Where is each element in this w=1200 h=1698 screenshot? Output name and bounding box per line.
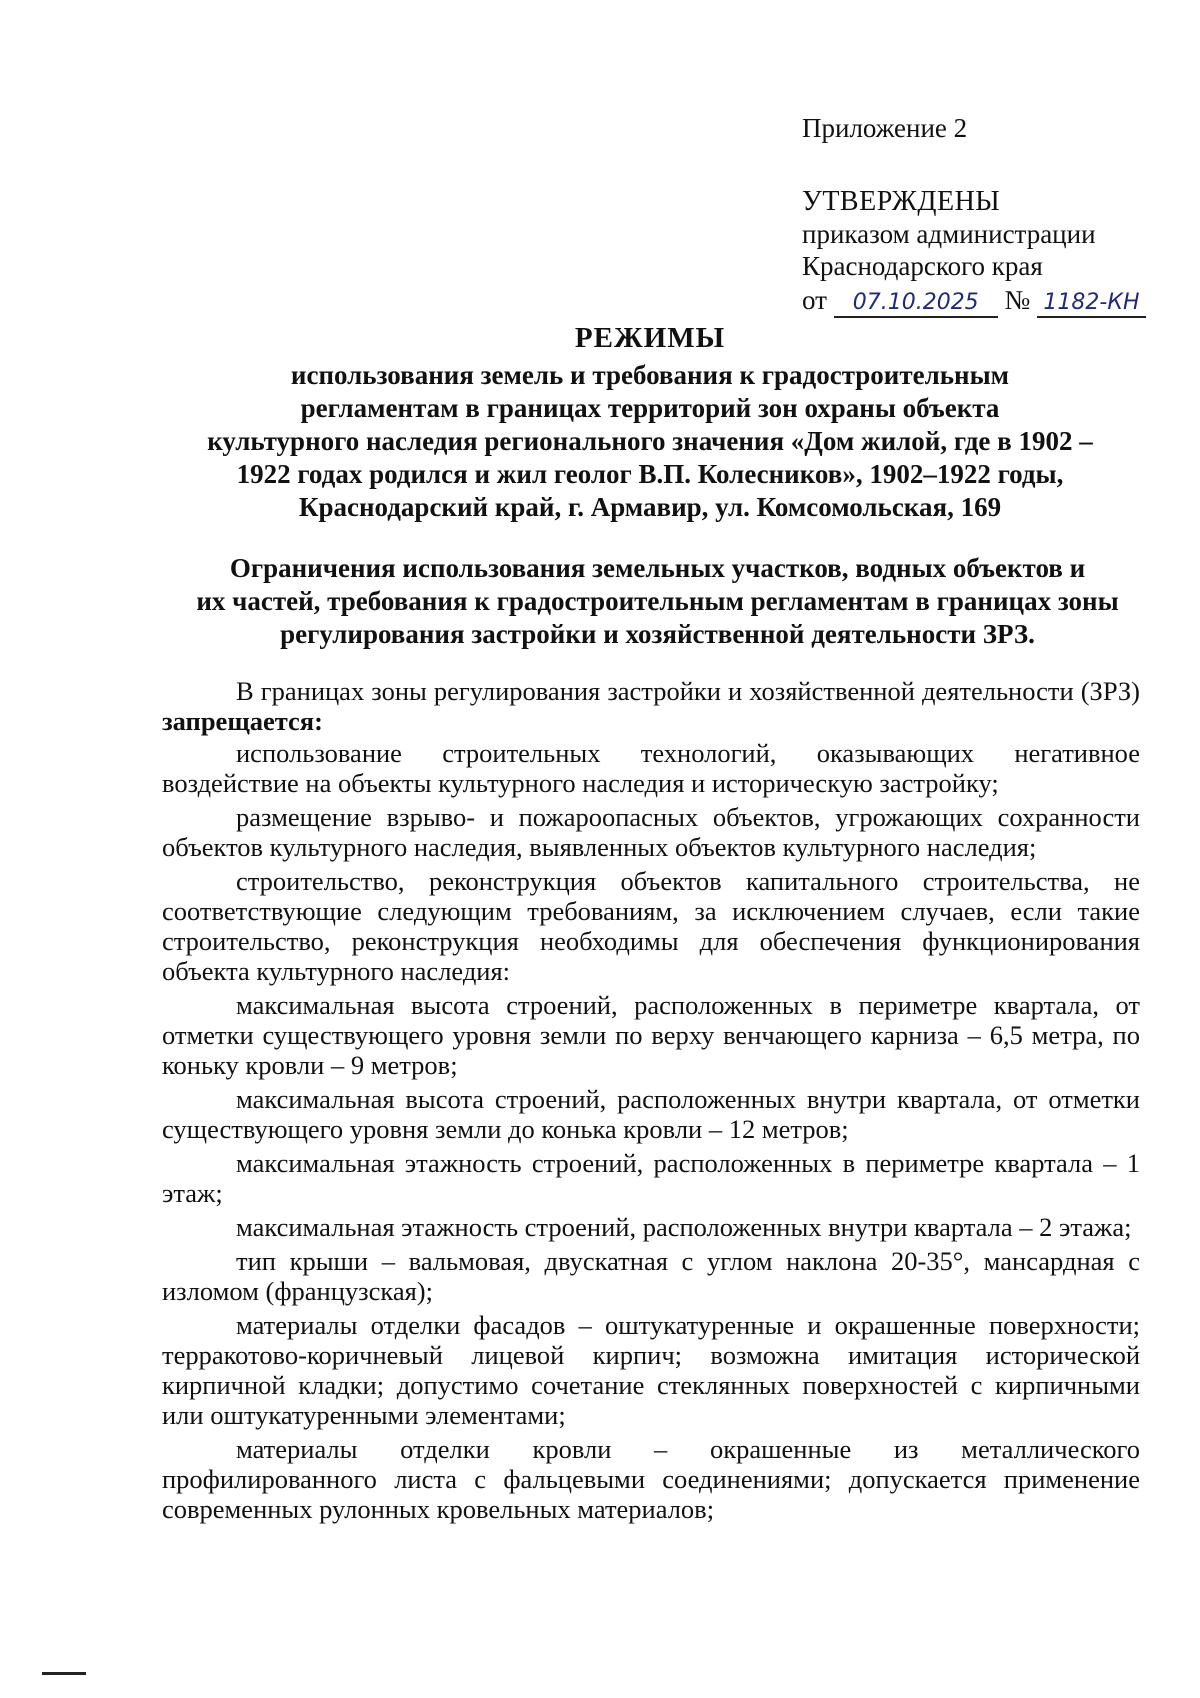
list-item: материалы отделки фасадов – оштукатуренные и окрашенные поверхности; терракотово-коричневый лицевой кирпич; возможна имитация исторической кирпичной кладки; допустимо сочетание стеклянных поверхностей с кирпичными или оштукатуренными элементами; — [162, 1310, 1140, 1430]
list-item: использование строительных технологий, оказывающих негативное воздействие на объекты культурного наследия и историческую застройку; — [162, 738, 1140, 798]
intro-text: В границах зоны регулирования застройки и хозяйственной деятельности (ЗРЗ) — [236, 676, 1140, 706]
title-line: использования земель и требования к градостроительным — [290, 360, 1010, 390]
intro-bold: запрещается: — [162, 706, 323, 736]
date-prefix: от — [802, 285, 827, 315]
list-item: размещение взрыво- и пожароопасных объектов, угрожающих сохранности объектов культурного наследия, выявленных объектов культурного наследия; — [162, 802, 1140, 862]
subtitle-line: Ограничения использования земельных участков, водных объектов и — [229, 553, 1086, 583]
subtitle-line: их частей, требования к градостроительным регламентам в границах зоны — [196, 586, 1119, 616]
list-item: максимальная этажность строений, расположенных в периметре квартала – 1 этаж; — [162, 1148, 1140, 1208]
list-item: материалы отделки кровли – окрашенные из металлического профилированного листа с фальцевыми соединениями; допускается применение современных рулонных кровельных материалов; — [162, 1434, 1140, 1524]
list-item: максимальная высота строений, расположенных внутри квартала, от отметки существующего уровня земли до конька кровли – 12 метров; — [162, 1084, 1140, 1144]
title-line: регламентам в границах территорий зон охраны объекта — [300, 393, 1000, 423]
number-prefix: № — [1004, 285, 1031, 315]
list-item: максимальная высота строений, расположенных в периметре квартала, от отметки существующего уровня земли по верху венчающего карниза – 6,5 метра, по коньку кровли – 9 метров; — [162, 990, 1140, 1080]
appendix-label: Приложение 2 — [802, 113, 968, 143]
title-line: 1922 годах родился и жил геолог В.П. Колесников», 1902–1922 годы, — [236, 459, 1064, 489]
document-body — [162, 676, 1140, 1528]
section-subtitle — [165, 552, 1150, 651]
title-line: культурного наследия регионального значения «Дом жилой, где в 1902 – — [207, 426, 1093, 456]
list-item: строительство, реконструкция объектов капитального строительства, не соответствующие следующим требованиям, за исключением случаев, если такие строительство, реконструкция необходимы для обеспечения функционирования объекта культурного наследия: — [162, 866, 1140, 986]
list-item: максимальная этажность строений, расположенных внутри квартала – 2 этажа; — [236, 1212, 1132, 1242]
order-date-number — [802, 284, 1146, 318]
approved-label: УТВЕРЖДЕНЫ — [802, 186, 1001, 217]
handwritten-date: 07.10.2025 — [834, 290, 998, 318]
title-line: Краснодарский край, г. Армавир, ул. Комсомольская, 169 — [298, 492, 1002, 522]
title-heading: РЕЖИМЫ — [574, 322, 726, 354]
approval-block — [802, 112, 1146, 318]
document-title — [150, 322, 1150, 524]
list-item: тип крыши – вальмовая, двускатная с углом наклона 20-35°, мансардная с изломом (французская); — [162, 1246, 1140, 1306]
subtitle-line: регулирования застройки и хозяйственной деятельности ЗРЗ. — [280, 619, 1035, 649]
intro-paragraph — [162, 676, 1140, 736]
page-corner-mark — [42, 1672, 86, 1675]
handwritten-number: 1182-КН — [1037, 290, 1146, 318]
order-label: приказом администрации — [802, 219, 1096, 249]
region-label: Краснодарского края — [802, 251, 1043, 281]
